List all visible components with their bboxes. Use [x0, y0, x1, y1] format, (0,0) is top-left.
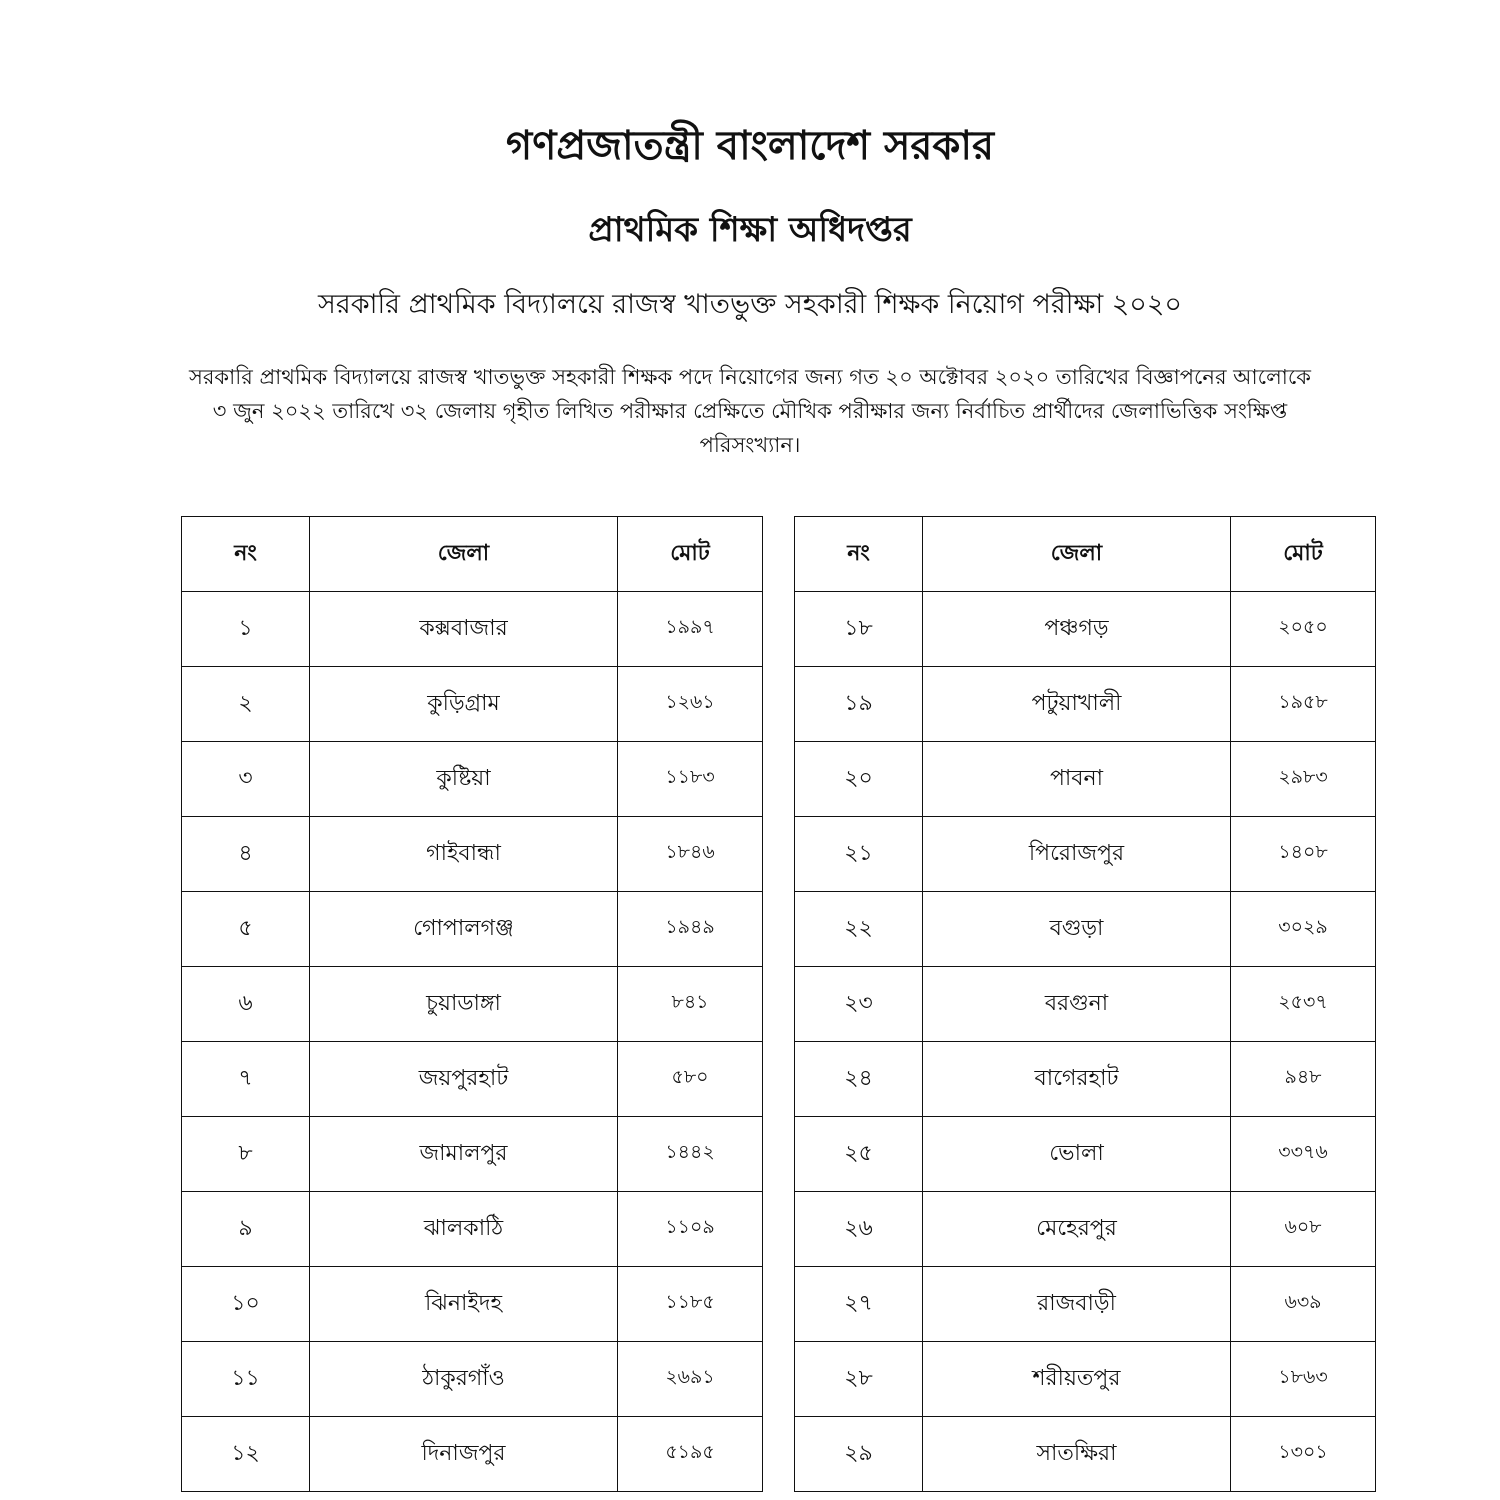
cell-district: রাজবাড়ী: [923, 1267, 1231, 1342]
cell-total: ২৬৯১: [618, 1342, 763, 1417]
table-row: [182, 1417, 763, 1492]
table-row: [795, 1042, 1376, 1117]
cell-no: ১৯: [795, 667, 923, 742]
table-row: [795, 1342, 1376, 1417]
exam-title: সরকারি প্রাথমিক বিদ্যালয়ে রাজস্ব খাতভুক্ত সহকারী শিক্ষক নিয়োগ পরীক্ষা ২০২০: [318, 289, 1182, 320]
cell-district: বাগেরহাট: [923, 1042, 1231, 1117]
cell-district: ঝালকাঠি: [310, 1192, 618, 1267]
cell-no: ৩: [182, 742, 310, 817]
table-row: [182, 1192, 763, 1267]
cell-no: ২৬: [795, 1192, 923, 1267]
cell-no: ১৮: [795, 592, 923, 667]
table-row: [795, 967, 1376, 1042]
table-row: [182, 667, 763, 742]
cell-no: ১২: [182, 1417, 310, 1492]
cell-total: ১৯৪৯: [618, 892, 763, 967]
cell-no: ২১: [795, 817, 923, 892]
table-row: [182, 592, 763, 667]
cell-district: বগুড়া: [923, 892, 1231, 967]
table-row: [182, 1342, 763, 1417]
table-row: [182, 967, 763, 1042]
cell-no: ২০: [795, 742, 923, 817]
cell-no: ৬: [182, 967, 310, 1042]
table-header-row: [182, 517, 763, 592]
cell-total: ৬০৮: [1231, 1192, 1376, 1267]
column-header-district: জেলা: [310, 517, 618, 592]
column-header-no: নং: [182, 517, 310, 592]
cell-no: ১১: [182, 1342, 310, 1417]
table-row: [182, 817, 763, 892]
cell-no: ২২: [795, 892, 923, 967]
table-row: [795, 592, 1376, 667]
cell-district: জামালপুর: [310, 1117, 618, 1192]
column-header-total: মোট: [618, 517, 763, 592]
department-title: প্রাথমিক শিক্ষা অধিদপ্তর: [588, 210, 912, 250]
cell-total: ১৮৪৬: [618, 817, 763, 892]
table-row: [795, 1267, 1376, 1342]
cell-no: ৮: [182, 1117, 310, 1192]
cell-district: ঝিনাইদহ: [310, 1267, 618, 1342]
cell-no: ৫: [182, 892, 310, 967]
cell-no: ৪: [182, 817, 310, 892]
cell-total: ৬৩৯: [1231, 1267, 1376, 1342]
district-table-left: [181, 516, 763, 1492]
cell-total: ১৩০১: [1231, 1417, 1376, 1492]
cell-no: ২৩: [795, 967, 923, 1042]
table-header-row: [795, 517, 1376, 592]
cell-total: ১৪৪২: [618, 1117, 763, 1192]
cell-total: ১১০৯: [618, 1192, 763, 1267]
cell-total: ২০৫০: [1231, 592, 1376, 667]
cell-district: বরগুনা: [923, 967, 1231, 1042]
cell-district: মেহেরপুর: [923, 1192, 1231, 1267]
cell-district: পিরোজপুর: [923, 817, 1231, 892]
cell-district: ভোলা: [923, 1117, 1231, 1192]
cell-district: পঞ্চগড়: [923, 592, 1231, 667]
cell-district: কুড়িগ্রাম: [310, 667, 618, 742]
cell-total: ৫৮০: [618, 1042, 763, 1117]
table-row: [795, 1117, 1376, 1192]
description-paragraph: সরকারি প্রাথমিক বিদ্যালয়ে রাজস্ব খাতভুক্ত সহকারী শিক্ষক পদে নিয়োগের জন্য গত ২০ অক্টোবর ২০২০ তারিখের বিজ্ঞাপনের আলোকে ৩ জুন ২০২২ তারিখে ৩২ জেলায় গৃহীত লিখিত পরীক্ষার প্রেক্ষিতে মৌখিক পরীক্ষার জন্য নির্বাচিত প্রার্থীদের জেলাভিত্তিক সংক্ষিপ্ত পরিসংখ্যান।: [189, 365, 1311, 457]
cell-district: কুষ্টিয়া: [310, 742, 618, 817]
cell-district: দিনাজপুর: [310, 1417, 618, 1492]
table-row: [182, 742, 763, 817]
cell-district: জয়পুরহাট: [310, 1042, 618, 1117]
cell-district: কক্সবাজার: [310, 592, 618, 667]
table-row: [795, 1192, 1376, 1267]
cell-total: ৩৩৭৬: [1231, 1117, 1376, 1192]
cell-total: ৩০২৯: [1231, 892, 1376, 967]
table-row: [795, 1417, 1376, 1492]
cell-no: ২৭: [795, 1267, 923, 1342]
cell-total: ৮৪১: [618, 967, 763, 1042]
cell-district: সাতক্ষিরা: [923, 1417, 1231, 1492]
table-row: [182, 1117, 763, 1192]
cell-no: ২৫: [795, 1117, 923, 1192]
table-row: [182, 1042, 763, 1117]
table-row: [795, 892, 1376, 967]
cell-total: ২৯৮৩: [1231, 742, 1376, 817]
cell-total: ২৫৩৭: [1231, 967, 1376, 1042]
cell-district: শরীয়তপুর: [923, 1342, 1231, 1417]
cell-total: ১৯৫৮: [1231, 667, 1376, 742]
cell-no: ১: [182, 592, 310, 667]
cell-district: ঠাকুরগাঁও: [310, 1342, 618, 1417]
cell-district: চুয়াডাঙ্গা: [310, 967, 618, 1042]
cell-no: ২৮: [795, 1342, 923, 1417]
table-row: [795, 667, 1376, 742]
column-header-district: জেলা: [923, 517, 1231, 592]
table-row: [182, 892, 763, 967]
cell-district: পটুয়াখালী: [923, 667, 1231, 742]
cell-total: ১৮৬৩: [1231, 1342, 1376, 1417]
table-row: [795, 817, 1376, 892]
cell-no: ৭: [182, 1042, 310, 1117]
cell-no: ২: [182, 667, 310, 742]
cell-no: ২৪: [795, 1042, 923, 1117]
government-title: গণপ্রজাতন্ত্রী বাংলাদেশ সরকার: [506, 122, 994, 169]
table-row: [795, 742, 1376, 817]
table-row: [182, 1267, 763, 1342]
cell-total: ১১৮৫: [618, 1267, 763, 1342]
cell-no: ১০: [182, 1267, 310, 1342]
district-table-right: [794, 516, 1376, 1492]
cell-district: গোপালগঞ্জ: [310, 892, 618, 967]
cell-no: ৯: [182, 1192, 310, 1267]
cell-total: ১৯৯৭: [618, 592, 763, 667]
cell-total: ১২৬১: [618, 667, 763, 742]
cell-total: ৯৪৮: [1231, 1042, 1376, 1117]
cell-total: ৫১৯৫: [618, 1417, 763, 1492]
cell-no: ২৯: [795, 1417, 923, 1492]
column-header-no: নং: [795, 517, 923, 592]
column-header-total: মোট: [1231, 517, 1376, 592]
cell-total: ১৪০৮: [1231, 817, 1376, 892]
cell-district: গাইবান্ধা: [310, 817, 618, 892]
cell-district: পাবনা: [923, 742, 1231, 817]
cell-total: ১১৮৩: [618, 742, 763, 817]
